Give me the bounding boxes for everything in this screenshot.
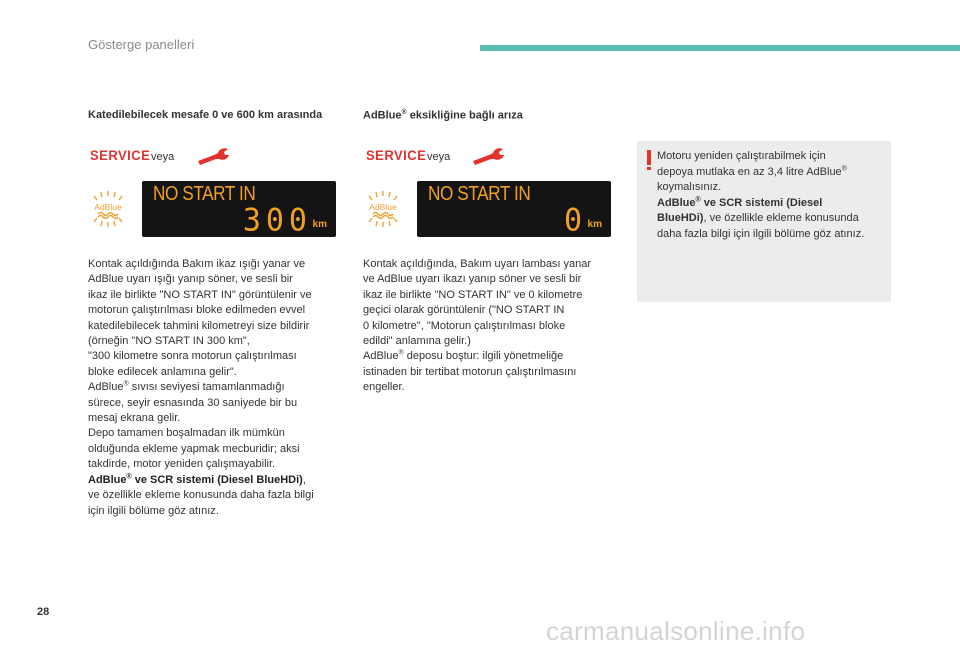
- page-number: 28: [37, 606, 50, 618]
- instrument-display: [417, 181, 611, 237]
- cross-reference: BlueHDi): [657, 212, 704, 225]
- paragraph: Kontak açıldığında Bakım ikaz ışığı yanar ve AdBlue uyarı ışığı yanıp söner, ve sesli bir ikaz ile birlikte "NO START IN" görüntülenir ve motorun çalıştırılması bloke edilmeden evvel katedilebilecek tahmini kilometreyi size bildirir (örneğin "NO START IN 300 km", "300 kilometre sonra motorun çalıştırılması bloke edilecek anlamına gelir".: [88, 258, 312, 378]
- adblue-warning-icon: [86, 188, 130, 230]
- paragraph: AdBlue® sıvısı seviyesi tamamlanmadığı sürece, seyir esnasında 30 saniyede bir bu mesaj ekrana gelir.: [88, 380, 298, 425]
- section-title: Gösterge panelleri: [88, 37, 195, 52]
- or-label: veya: [151, 151, 175, 163]
- middle-column-body: [363, 257, 625, 396]
- service-warning-icon: SERVICE: [366, 147, 427, 164]
- exclamation-icon: [647, 150, 651, 165]
- paragraph: AdBlue® deposu boştur: ilgili yönetmeliğe istinaden bir tertibat motorun çalıştırılmasını engeller.: [363, 349, 577, 394]
- display-message: NO START IN: [153, 183, 256, 205]
- display-distance-value: 0: [563, 202, 587, 237]
- cross-reference: AdBlue® ve SCR sistemi (Diesel: [657, 196, 823, 209]
- display-unit: km: [312, 219, 327, 230]
- left-column-heading: Katedilebilecek mesafe 0 ve 600 km arasında: [88, 109, 323, 121]
- service-warning-icon: SERVICE: [90, 147, 151, 164]
- wrench-icon: [196, 146, 230, 166]
- watermark: carmanualsonline.info: [546, 616, 806, 646]
- header-accent-bar: [480, 45, 960, 51]
- exclamation-icon-dot: [647, 167, 651, 170]
- paragraph: AdBlue® ve SCR sistemi (Diesel BlueHDi), ve özellikle ekleme konusunda daha fazla bilgi için ilgili bölüme göz atınız.: [88, 473, 314, 517]
- warning-note-text: Motoru yeniden çalıştırabilmek için depoya mutlaka en az 3,4 litre AdBlue® koymalısınız. AdBlue® ve SCR sistemi (Diesel BlueHDi), ve özellikle ekleme konusunda daha fazla bilgi için ilgili bölüme göz atınız.: [657, 150, 865, 240]
- cross-reference: AdBlue® ve SCR sistemi (Diesel BlueHDi): [88, 473, 303, 486]
- instrument-display: [142, 181, 336, 237]
- or-label: veya: [427, 151, 451, 163]
- display-distance-value: 300: [242, 202, 312, 237]
- adblue-icon-label: AdBlue: [369, 202, 397, 212]
- wrench-icon: [471, 146, 505, 166]
- paragraph: Kontak açıldığında, Bakım uyarı lambası yanar ve AdBlue uyarı ikazı yanıp söner ve sesli bir ikaz ile birlikte "NO START IN" ve 0 kilometre geçici olarak görüntülenir ("NO START IN 0 kilometre", "Motorun çalıştırılması bloke edildi" anlamına gelir.): [363, 258, 592, 348]
- adblue-warning-icon: [361, 188, 405, 230]
- middle-column-heading: AdBlue® eksikliğine bağlı arıza: [363, 109, 523, 122]
- adblue-icon-label: AdBlue: [94, 202, 122, 212]
- left-column-body: [88, 257, 348, 519]
- display-unit: km: [587, 219, 602, 230]
- display-message: NO START IN: [428, 183, 531, 205]
- paragraph: Depo tamamen boşalmadan ilk mümkün olduğunda ekleme yapmak mecburidir; aksi takdirde, motor yeniden çalışmayabilir.: [88, 427, 300, 471]
